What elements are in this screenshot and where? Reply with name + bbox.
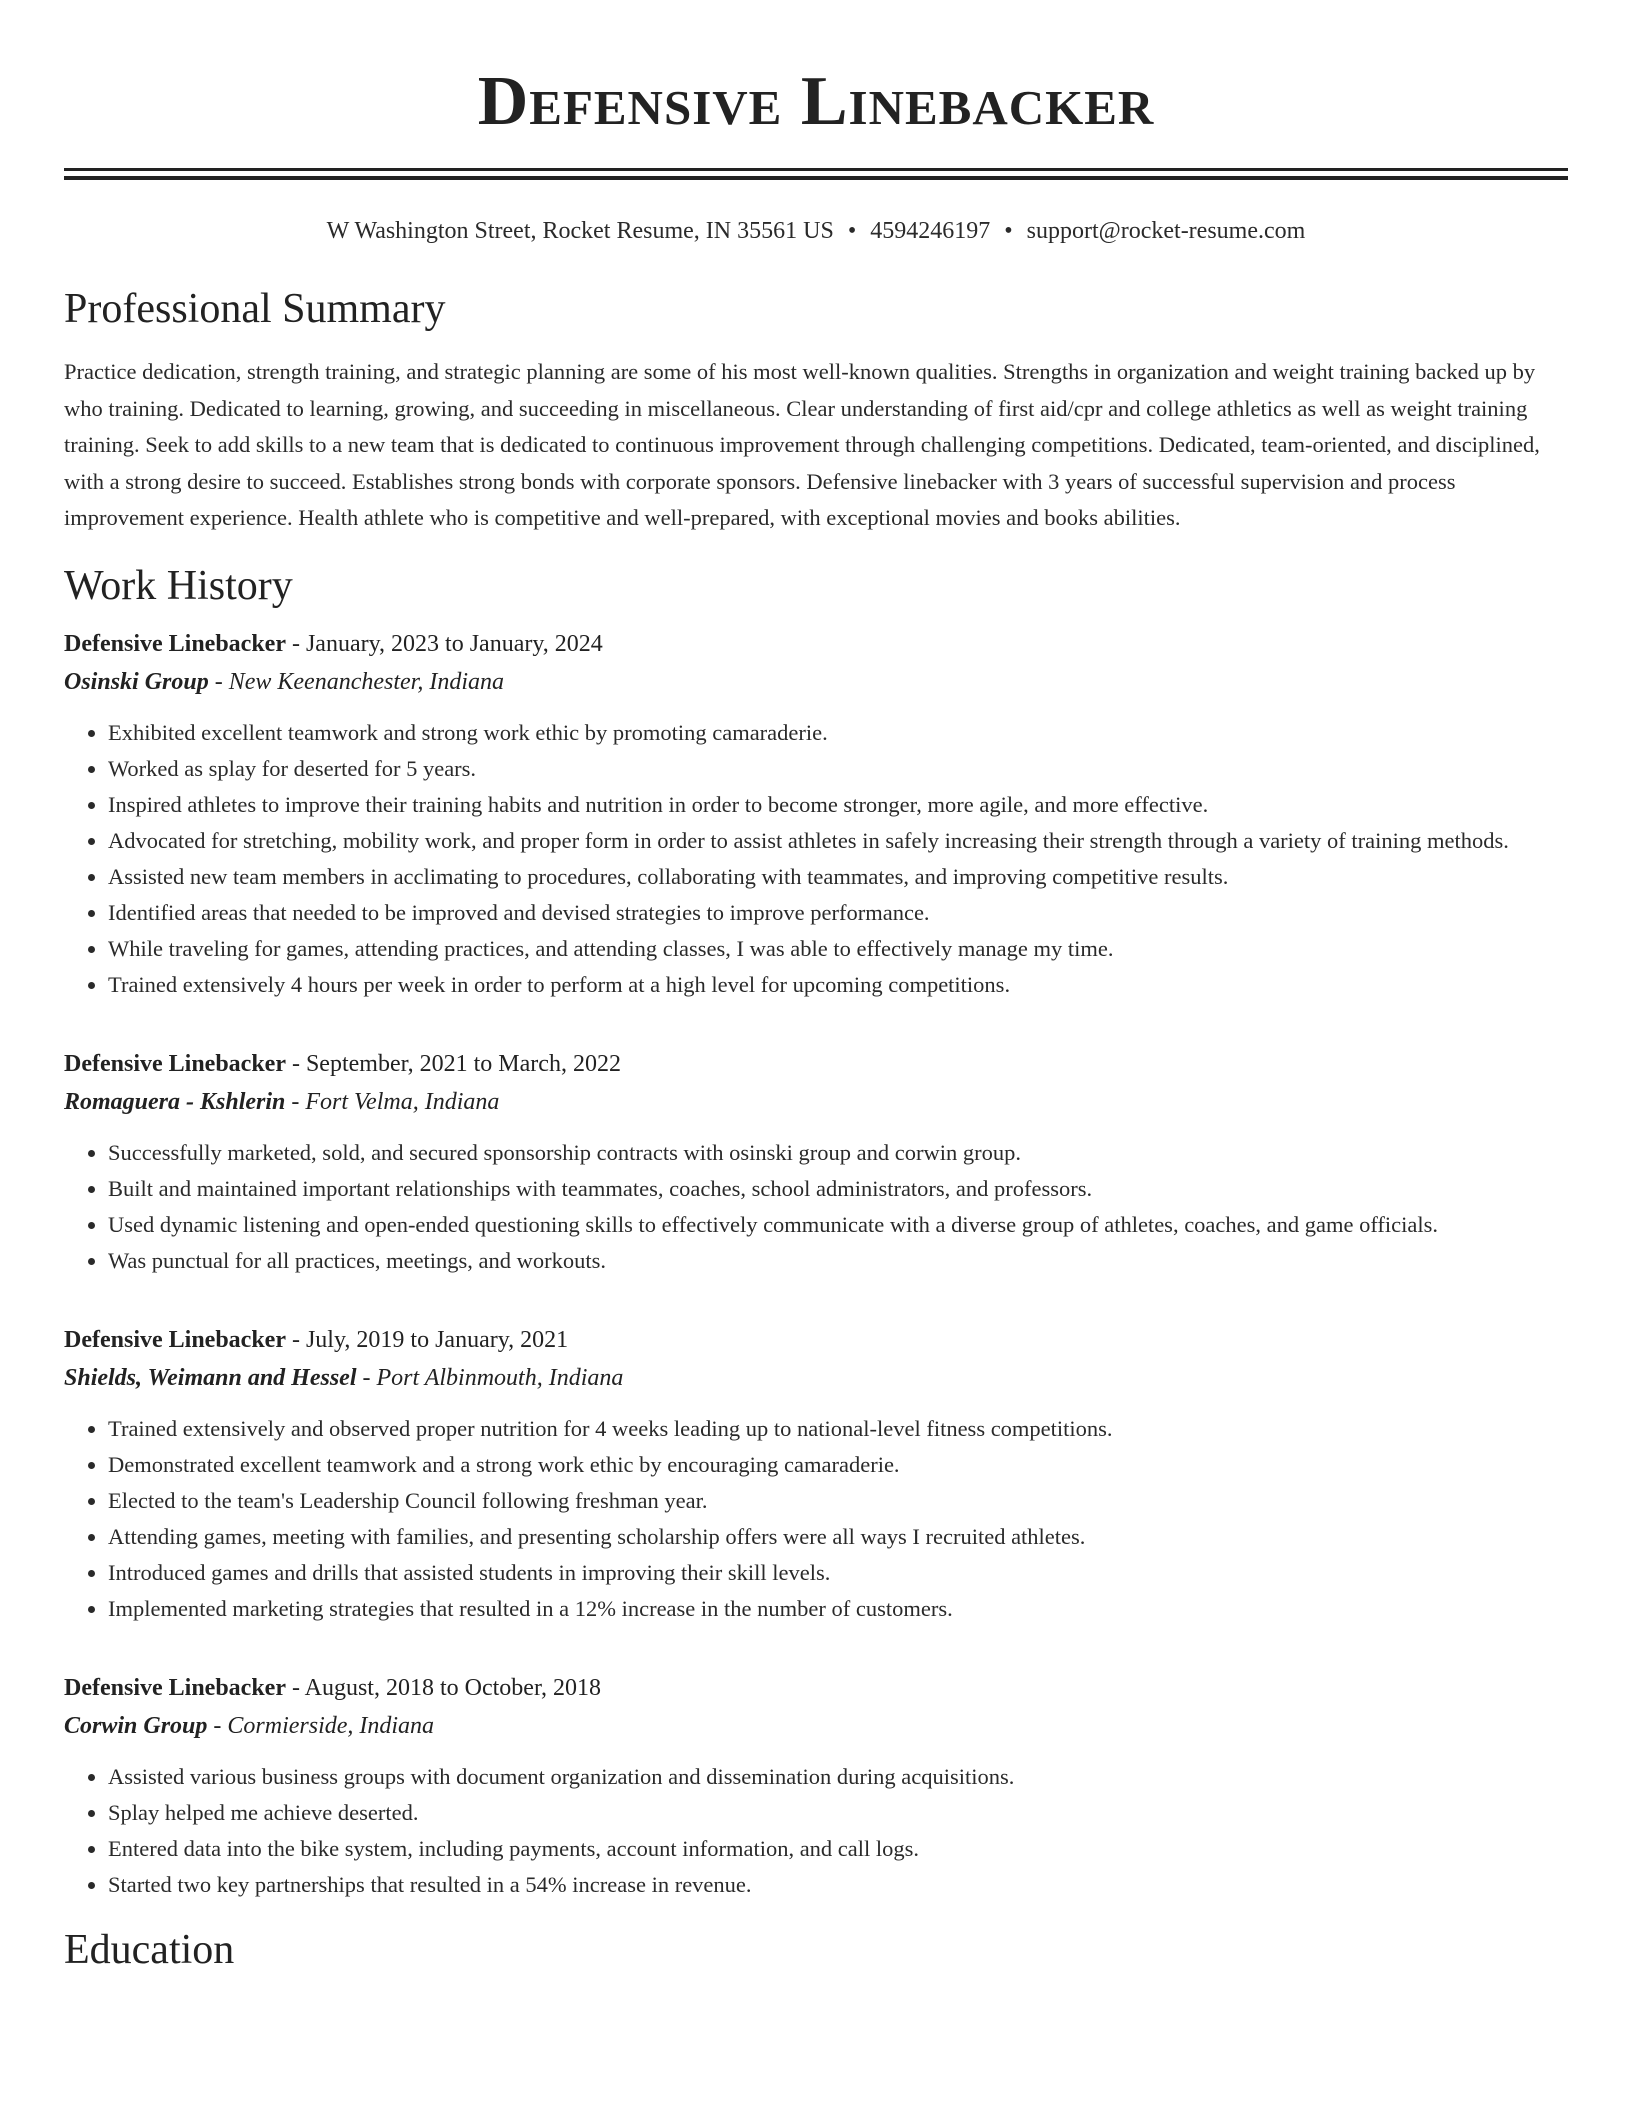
- job-title-line: [64, 1045, 1568, 1083]
- job-entry: [64, 625, 1568, 1003]
- job-duties-list: [64, 1759, 1568, 1903]
- job-role: Defensive Linebacker: [64, 1050, 286, 1077]
- candidate-name: Defensive Linebacker: [477, 63, 1155, 140]
- duty-item: • Attending games, meeting with families, and presenting scholarship offers were all ways I recruited athletes.: [108, 1519, 1568, 1555]
- job-title-line: [64, 625, 1568, 663]
- summary-heading: Professional Summary: [64, 286, 446, 332]
- job-entry: [64, 1669, 1568, 1903]
- job-company-line: [64, 1359, 1568, 1397]
- job-title-line: [64, 1669, 1568, 1707]
- job-duties-list: [64, 1411, 1568, 1627]
- duty-item: • Assisted new team members in acclimating to procedures, collaborating with teammates, and improving competitive results.: [108, 859, 1568, 895]
- job-title-line: [64, 1321, 1568, 1359]
- job-role: Defensive Linebacker: [64, 1326, 286, 1353]
- job-duties-list: [64, 1135, 1568, 1279]
- contact-phone: 4594246197: [870, 218, 991, 244]
- job-dates: - August, 2018 to October, 2018: [285, 1674, 601, 1701]
- duty-item: • Identified areas that needed to be improved and devised strategies to improve performance.: [108, 895, 1568, 931]
- duty-item: • Introduced games and drills that assisted students in improving their skill levels.: [108, 1555, 1568, 1591]
- duty-item: • Trained extensively and observed proper nutrition for 4 weeks leading up to national-level fitness competitions.: [108, 1411, 1568, 1447]
- duty-item: • Inspired athletes to improve their training habits and nutrition in order to become stronger, more agile, and more effective.: [108, 787, 1568, 823]
- duty-item: • While traveling for games, attending practices, and attending classes, I was able to effectively manage my time.: [108, 931, 1568, 967]
- job-duties-list: [64, 715, 1568, 1003]
- job-dates: - September, 2021 to March, 2022: [285, 1050, 621, 1077]
- contact-email: support@rocket-resume.com: [1026, 218, 1306, 244]
- education-heading: Education: [64, 1926, 235, 1973]
- work-history-heading: Work History: [64, 562, 293, 609]
- job-company: Osinski Group: [64, 668, 209, 695]
- contact-separator: •: [847, 218, 857, 244]
- resume-page: [64, 0, 1568, 1975]
- contact-line: [64, 216, 1568, 246]
- job-role: Defensive Linebacker: [64, 630, 286, 657]
- duty-item: • Implemented marketing strategies that resulted in a 12% increase in the number of customers.: [108, 1591, 1568, 1627]
- job-location: - New Keenanchester, Indiana: [208, 668, 504, 695]
- duty-item: • Used dynamic listening and open-ended questioning skills to effectively communicate with a diverse group of athletes, coaches, and game officials.: [108, 1207, 1568, 1243]
- duty-item: • Started two key partnerships that resulted in a 54% increase in revenue.: [108, 1867, 1568, 1903]
- header-rule-top: [64, 168, 1568, 171]
- duty-item: • Built and maintained important relationships with teammates, coaches, school administrators, and professors.: [108, 1171, 1568, 1207]
- job-company-line: [64, 1707, 1568, 1745]
- contact-address: W Washington Street, Rocket Resume, IN 35561 US: [326, 218, 834, 244]
- job-entry: [64, 1321, 1568, 1627]
- header-rule-bottom: [64, 176, 1568, 180]
- duty-item: • Assisted various business groups with document organization and dissemination during acquisitions.: [108, 1759, 1568, 1795]
- job-entry: [64, 1045, 1568, 1279]
- duty-item: • Exhibited excellent teamwork and strong work ethic by promoting camaraderie.: [108, 715, 1568, 751]
- job-location: - Port Albinmouth, Indiana: [356, 1364, 624, 1391]
- duty-item: • Successfully marketed, sold, and secured sponsorship contracts with osinski group and corwin group.: [108, 1135, 1568, 1171]
- summary-text: Practice dedication, strength training, and strategic planning are some of his most well-known qualities. Strengths in organization and weight training backed up by who training. Dedicated to learning, growing, and succeeding in miscellaneous. Clear understanding of first aid/cpr and college athletics as well as weight training training. Seek to add skills to a new team that is dedicated to continuous improvement through challenging competitions. Dedicated, team-oriented, and disciplined, with a strong desire to succeed. Establishes strong bonds with corporate sponsors. Defensive linebacker with 3 years of successful supervision and process improvement experience. Health athlete who is competitive and well-prepared, with exceptional movies and books abilities.: [64, 359, 1540, 530]
- job-dates: - January, 2023 to January, 2024: [285, 630, 603, 657]
- work-history-list: [64, 625, 1568, 1903]
- job-location: - Fort Velma, Indiana: [285, 1088, 500, 1115]
- duty-item: • Was punctual for all practices, meetings, and workouts.: [108, 1243, 1568, 1279]
- duty-item: • Trained extensively 4 hours per week in order to perform at a high level for upcoming competitions.: [108, 967, 1568, 1003]
- job-company-line: [64, 1083, 1568, 1121]
- duty-item: • Demonstrated excellent teamwork and a strong work ethic by encouraging camaraderie.: [108, 1447, 1568, 1483]
- job-company-line: [64, 663, 1568, 701]
- job-role: Defensive Linebacker: [64, 1674, 286, 1701]
- duty-item: • Elected to the team's Leadership Council following freshman year.: [108, 1483, 1568, 1519]
- duty-item: • Worked as splay for deserted for 5 years.: [108, 751, 1568, 787]
- duty-item: • Entered data into the bike system, including payments, account information, and call logs.: [108, 1831, 1568, 1867]
- job-company: Corwin Group: [64, 1712, 208, 1739]
- job-dates: - July, 2019 to January, 2021: [285, 1326, 569, 1353]
- job-company: Shields, Weimann and Hessel: [64, 1364, 357, 1391]
- contact-separator: •: [1004, 218, 1013, 244]
- duty-item: • Splay helped me achieve deserted.: [108, 1795, 1568, 1831]
- job-location: - Cormierside, Indiana: [207, 1712, 435, 1739]
- job-company: Romaguera - Kshlerin: [64, 1088, 286, 1115]
- duty-item: • Advocated for stretching, mobility work, and proper form in order to assist athletes in safely increasing their strength through a variety of training methods.: [108, 823, 1568, 859]
